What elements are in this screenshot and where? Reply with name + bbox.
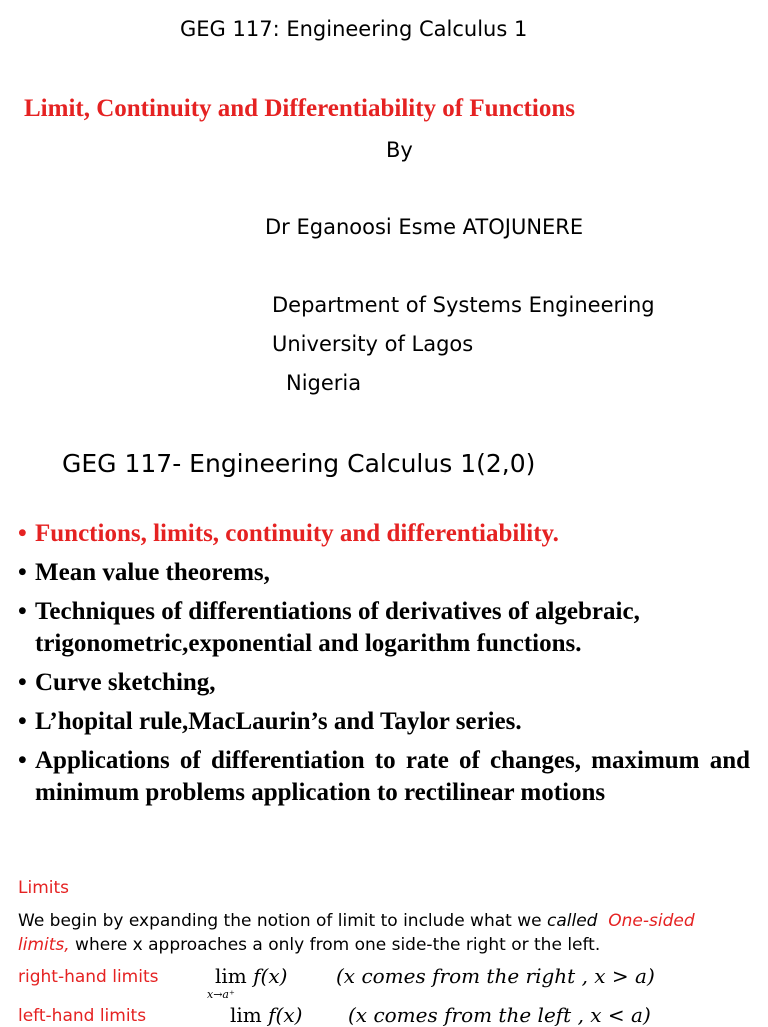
country-name: Nigeria (286, 371, 362, 395)
bullet-item (18, 596, 750, 660)
lim-operator: lim (230, 1003, 262, 1027)
function-fx: f(x) (253, 964, 288, 988)
left-hand-label: left-hand limits (18, 1006, 147, 1026)
lim-operator: lim (215, 964, 247, 988)
bullet-item (18, 667, 750, 699)
right-hand-label: right-hand limits (18, 967, 159, 987)
left-hand-limit-expr (230, 1003, 302, 1027)
para-one-sided: One-sided limits, (18, 911, 695, 955)
course-title: GEG 117: Engineering Calculus 1 (180, 17, 528, 41)
limits-heading: Limits (18, 878, 69, 898)
bullet-text: Functions, limits, continuity and differentiability. (35, 520, 559, 547)
para-text: We begin by expanding the notion of limit to include what we (18, 911, 547, 931)
department-name: Department of Systems Engineering (272, 293, 655, 317)
function-fx: f(x) (268, 1003, 303, 1027)
bullet-dot: • (18, 708, 27, 735)
bullet-dot: • (18, 520, 27, 547)
bullet-text: Mean value theorems, (35, 559, 270, 586)
bullet-dot: • (18, 669, 27, 696)
lim-subscript: x→a⁺ (207, 988, 235, 1001)
bullet-item (18, 745, 750, 809)
bullet-dot: • (18, 747, 27, 774)
by-label: By (386, 138, 413, 162)
author-name: Dr Eganoosi Esme ATOJUNERE (265, 215, 584, 239)
bullet-item (18, 518, 750, 550)
limits-paragraph (18, 909, 748, 957)
syllabus-title: GEG 117- Engineering Calculus 1(2,0) (62, 449, 536, 478)
bullet-dot: • (18, 559, 27, 586)
bullet-text: Applications of differentiation to rate of changes, maximum and minimum problems application to rectilinear motions (35, 747, 750, 806)
bullet-dot: • (18, 598, 27, 625)
right-hand-limit-expr (215, 964, 287, 988)
bullet-text: Techniques of differentiations of derivatives of algebraic, trigonometric,exponential and logarithm functions. (35, 598, 640, 657)
bullet-text: L’hopital rule,MacLaurin’s and Taylor series. (35, 708, 522, 735)
right-hand-note: (x comes from the right , x > a) (336, 964, 655, 988)
para-text-end: where x approaches a only from one side-the right or the left. (69, 935, 601, 955)
left-hand-note: (x comes from the left , x < a) (348, 1003, 651, 1027)
bullet-text: Curve sketching, (35, 669, 216, 696)
university-name: University of Lagos (272, 332, 474, 356)
lecture-title: Limit, Continuity and Differentiability of Functions (24, 95, 575, 122)
bullet-item (18, 557, 750, 589)
bullet-item (18, 706, 750, 738)
para-called: called (547, 911, 598, 931)
